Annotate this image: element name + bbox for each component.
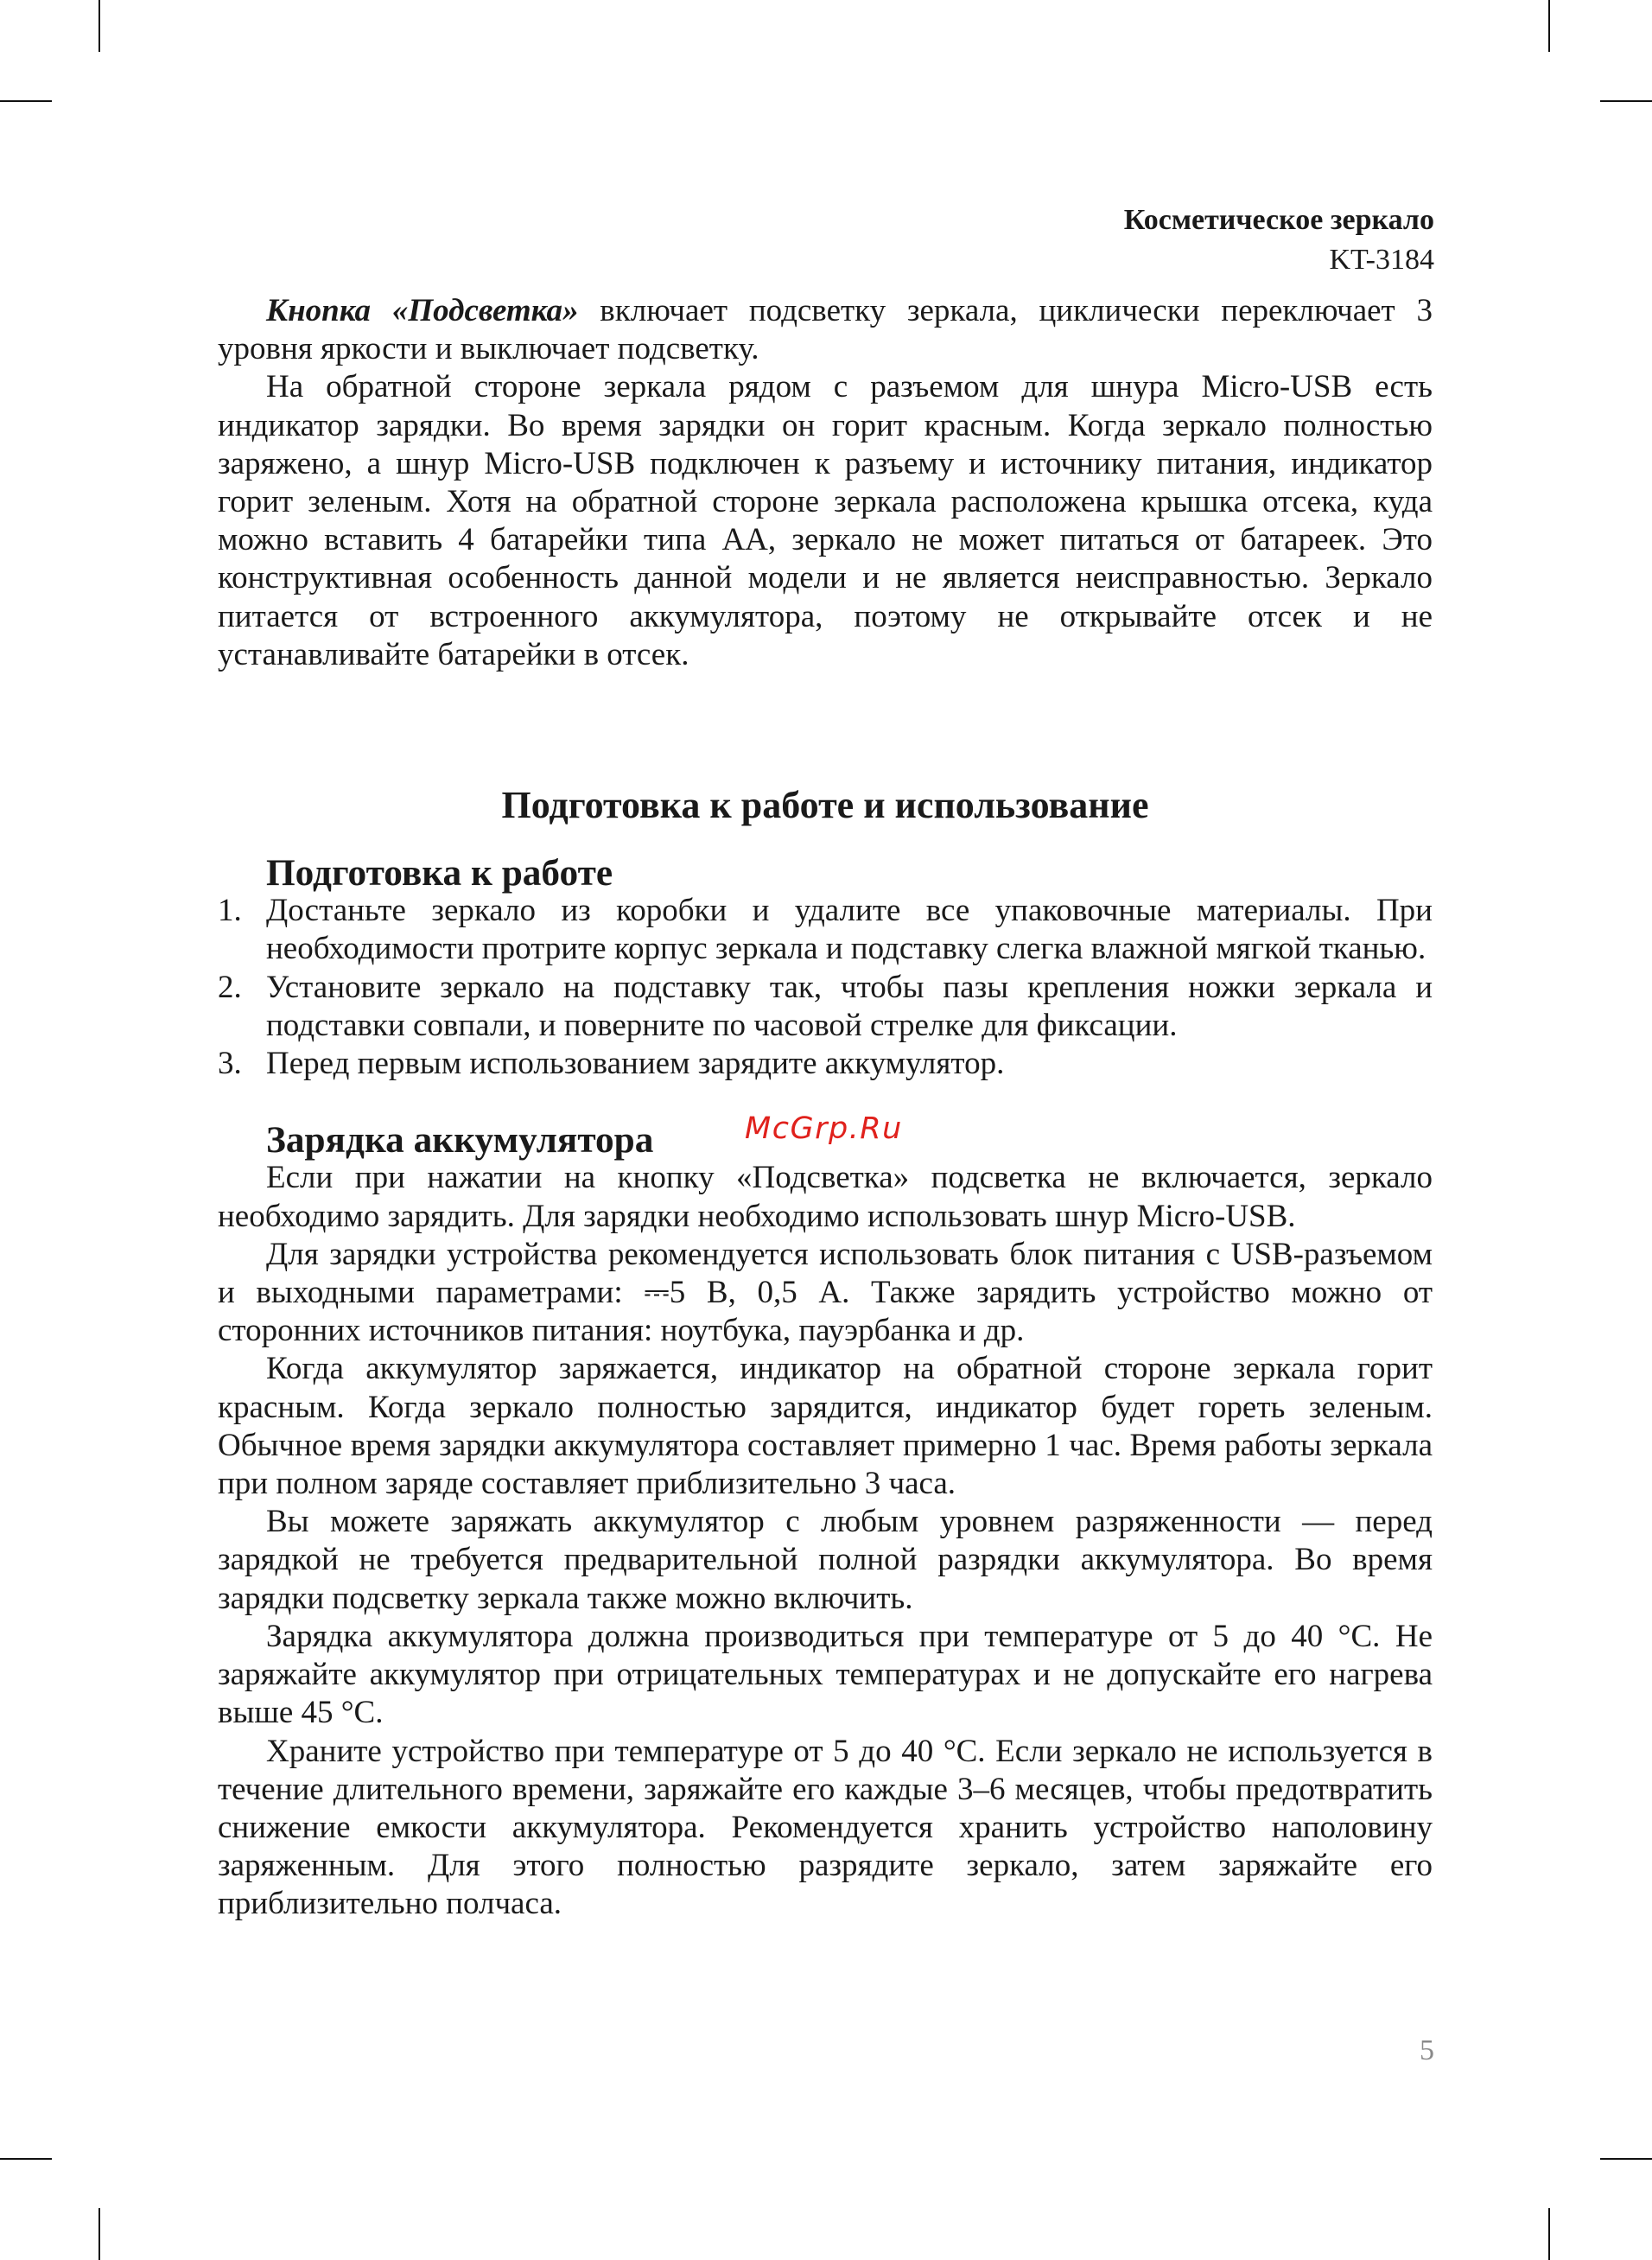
crop-mark [1548, 0, 1550, 52]
list-item-text: Перед первым использованием зарядите аккумулятор. [266, 1046, 1005, 1082]
watermark: McGrp.Ru [745, 1111, 903, 1146]
list-item-number: 2. [218, 969, 242, 1005]
crop-mark [0, 100, 52, 102]
charging-paragraph: Когда аккумулятор заряжается, индикатор на обратной стороне зеркала горит красным. Когда зеркало полностью зарядится, индикатор будет гореть зеленым. Обычное время зарядки аккумулятора составляет примерно 1 час. Время работы зеркала при полном заряде составляет приблизительно 3 часа. [218, 1351, 1433, 1502]
prep-heading: Подготовка к работе [266, 852, 613, 894]
crop-mark [98, 0, 100, 52]
page-number: 5 [1420, 2034, 1434, 2066]
crop-mark [98, 2208, 100, 2260]
crop-mark [1600, 100, 1652, 102]
charging-paragraph: Зарядка аккумулятора должна производиться при температуре от 5 до 40 °C. Не заряжайте аккумулятор при отрицательных температурах и не допускайте его нагрева выше 45 °C. [218, 1618, 1433, 1731]
crop-mark [1548, 2208, 1550, 2260]
charging-paragraph: Для зарядки устройства рекомендуется использовать блок питания с USB-разъемом и выходными параметрами: ⎓5 В, 0,5 А. Также зарядить устройство можно от сторонних источников питания: ноутбука, пауэрбанка и др. [218, 1236, 1433, 1349]
intro-paragraph-button [218, 292, 1433, 368]
section-title: Подготовка к работе и использование [501, 784, 1149, 827]
list-item-number: 1. [218, 893, 242, 929]
header-model-name: Косметическое зеркало [1123, 204, 1434, 236]
running-header [1124, 201, 1434, 280]
intro-lead-text: включает подсветку зеркала, циклически переключает 3 уровня яркости и выключает подсветку. [218, 293, 1433, 367]
list-item [218, 969, 1433, 1045]
header-model-code: KT-3184 [1329, 244, 1434, 276]
charging-paragraph: Если при нажатии на кнопку «Подсветка» подсветка не включается, зеркало необходимо зарядить. Для зарядки необходимо использовать шнур Micro-USB. [218, 1160, 1433, 1234]
charging-paragraph: Храните устройство при температуре от 5 до 40 °C. Если зеркало не используется в течение длительного времени, заряжайте его каждые 3–6 месяцев, чтобы предотвратить снижение емкости аккумулятора. Рекомендуется хранить устройство наполовину заряженным. Для этого полностью разрядите зеркало, затем заряжайте его приблизительно полчаса. [218, 1733, 1433, 1922]
list-item-number: 3. [218, 1046, 242, 1082]
list-item [218, 892, 1433, 968]
list-item [218, 1045, 1433, 1083]
page-body [218, 292, 1433, 1924]
charging-heading: Зарядка аккумулятора [266, 1119, 654, 1162]
list-item-text: Установите зеркало на подставку так, чтобы пазы крепления ножки зеркала и подставки совпали, и поверните по часовой стрелке для фиксации. [266, 969, 1433, 1043]
crop-mark [1600, 2158, 1652, 2160]
intro-paragraph-indicator: На обратной стороне зеркала рядом с разъемом для шнура Micro-USB есть индикатор зарядки. Во время зарядки он горит красным. Когда зеркало полностью заряжено, а шнур Micro-USB подключен к разъему и источнику питания, индикатор горит зеленым. Хотя на обратной стороне зеркала расположена крышка отсека, куда можно вставить 4 батарейки типа AA, зеркало не может питаться от батареек. Это конструктивная особенность данной модели и не является неисправностью. Зеркало питается от встроенного аккумулятора, поэтому не открывайте отсек и не устанавливайте батарейки в отсек. [218, 369, 1433, 672]
intro-lead: Кнопка «Подсветка» [266, 293, 579, 328]
list-item-text: Достаньте зеркало из коробки и удалите все упаковочные материалы. При необходимости протрите корпус зеркала и подставку слегка влажной мягкой тканью. [266, 893, 1433, 967]
crop-mark [0, 2158, 52, 2160]
charging-paragraph: Вы можете заряжать аккумулятор с любым уровнем разряженности — перед зарядкой не требуется предварительной полной разрядки аккумулятора. Во время зарядки подсветку зеркала также можно включить. [218, 1504, 1433, 1616]
prep-list [218, 892, 1433, 1083]
